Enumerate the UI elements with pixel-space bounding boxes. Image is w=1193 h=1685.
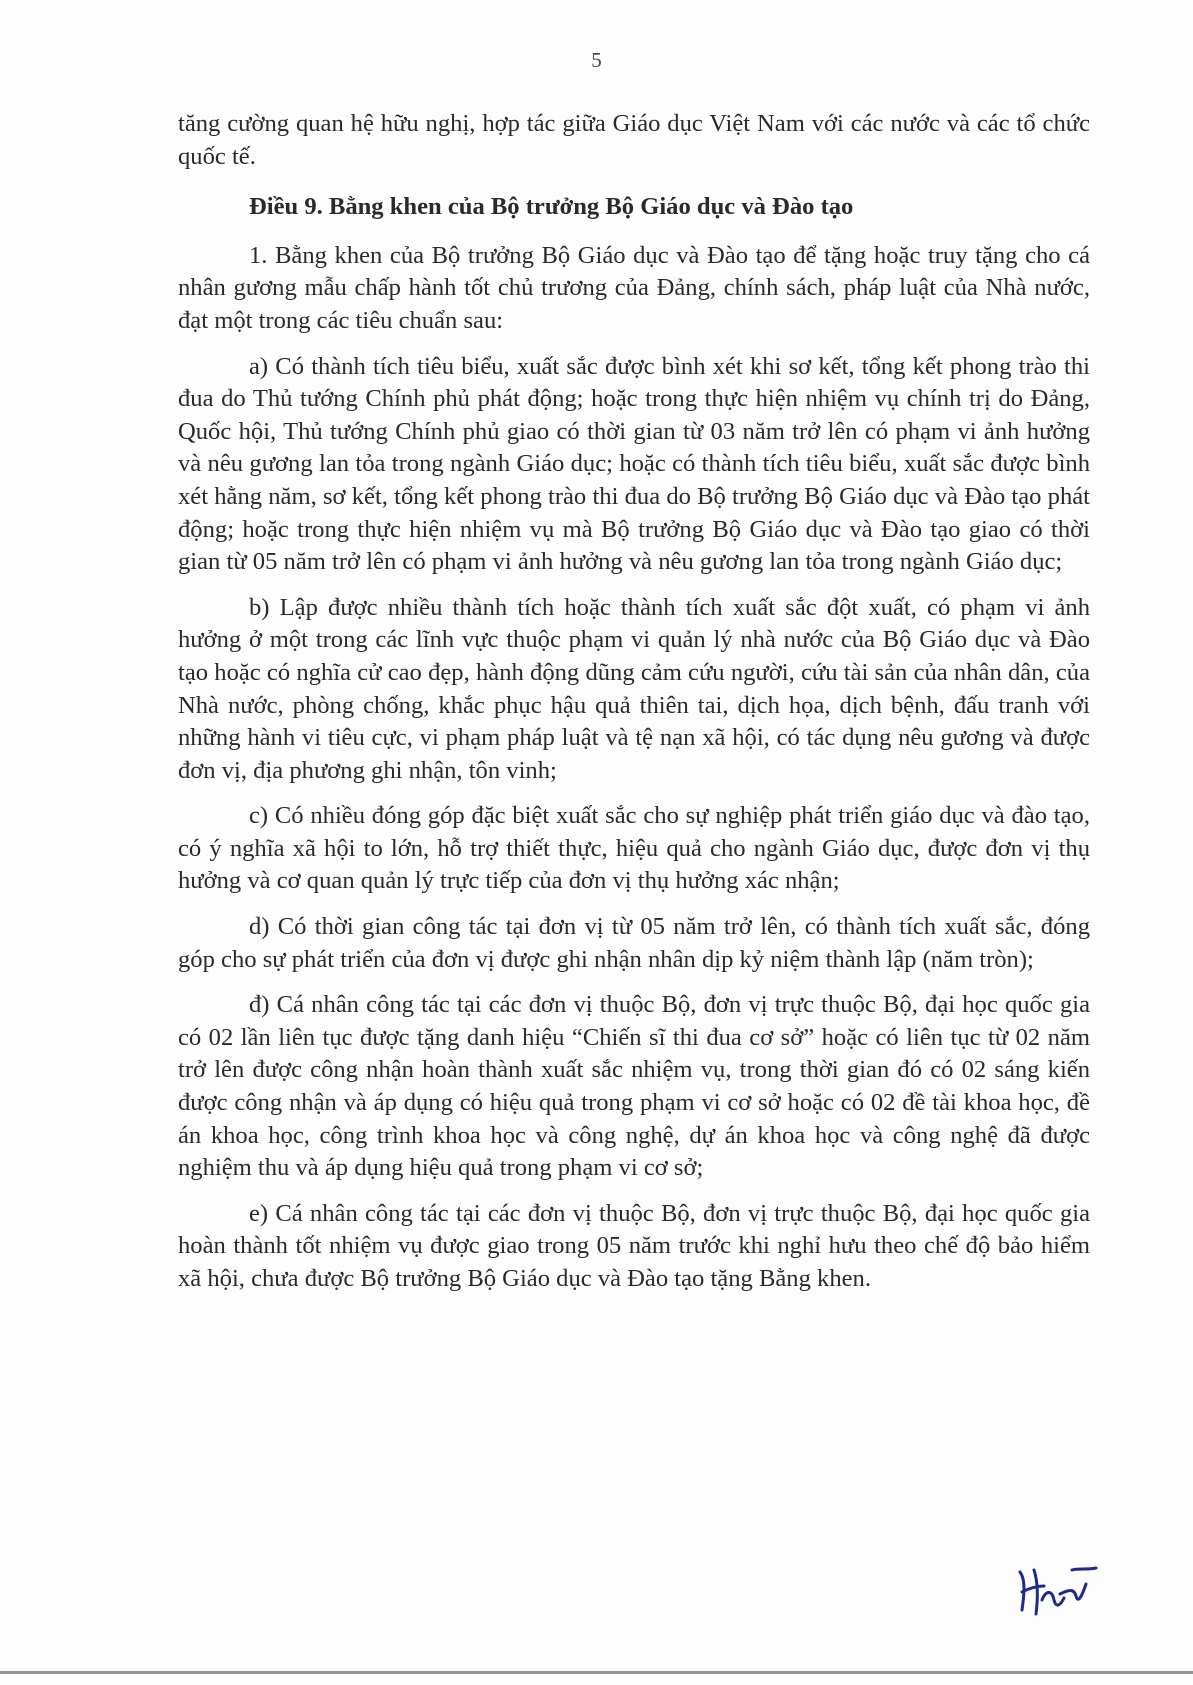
page-number: 5: [591, 48, 602, 72]
paragraph-clause-1: 1. Bằng khen của Bộ trưởng Bộ Giáo dục và Đào tạo để tặng hoặc truy tặng cho cá nhân gương mẫu chấp hành tốt chủ trương của Đảng, chính sách, pháp luật của Nhà nước, đạt một trong các tiêu chuẩn sau:: [178, 241, 1090, 334]
page-bottom-edge: [0, 1671, 1193, 1674]
paragraph-point-a: a) Có thành tích tiêu biểu, xuất sắc được bình xét khi sơ kết, tổng kết phong trào thi đua do Thủ tướng Chính phủ phát động; hoặc trong thực hiện nhiệm vụ chính trị do Đảng, Quốc hội, Thủ tướng Chính phủ giao có thời gian từ 03 năm trở lên có phạm vi ảnh hưởng và nêu gương lan tỏa trong ngành Giáo dục; hoặc có thành tích tiêu biểu, xuất sắc được bình xét hằng năm, sơ kết, tổng kết phong trào thi đua do Bộ trưởng Bộ Giáo dục và Đào tạo phát động; hoặc trong thực hiện nhiệm vụ mà Bộ trưởng Bộ Giáo dục và Đào tạo giao có thời gian từ 05 năm trở lên có phạm vi ảnh hưởng và nêu gương lan tỏa trong ngành Giáo dục;: [178, 352, 1090, 576]
paragraph-point-dd: đ) Cá nhân công tác tại các đơn vị thuộc Bộ, đơn vị trực thuộc Bộ, đại học quốc gia có 02 lần liên tục được tặng danh hiệu “Chiến sĩ thi đua cơ sở” hoặc có liên tục từ 02 năm trở lên được công nhận hoàn thành xuất sắc nhiệm vụ, trong thời gian đó có 02 sáng kiến được công nhận và áp dụng có hiệu quả trong phạm vi cơ sở hoặc có 02 đề tài khoa học, đề án khoa học, công trình khoa học và công nghệ, dự án khoa học và công nghệ đã được nghiệm thu và áp dụng hiệu quả trong phạm vi cơ sở;: [178, 991, 1090, 1182]
paragraph-point-c: c) Có nhiều đóng góp đặc biệt xuất sắc cho sự nghiệp phát triển giáo dục và đào tạo, có ý nghĩa xã hội to lớn, hỗ trợ thiết thực, hiệu quả cho ngành Giáo dục, được đơn vị thụ hưởng và cơ quan quản lý trực tiếp của đơn vị thụ hưởng xác nhận;: [178, 802, 1090, 895]
paragraph-point-b: b) Lập được nhiều thành tích hoặc thành tích xuất sắc đột xuất, có phạm vi ảnh hưởng ở một trong các lĩnh vực thuộc phạm vi quản lý nhà nước của Bộ Giáo dục và Đào tạo hoặc có nghĩa cử cao đẹp, hành động dũng cảm cứu người, cứu tài sản của nhân dân, của Nhà nước, phòng chống, khắc phục hậu quả thiên tai, dịch họa, dịch bệnh, đấu tranh với những hành vi tiêu cực, vi phạm pháp luật và tệ nạn xã hội, có tác dụng nêu gương và được đơn vị, địa phương ghi nhận, tôn vinh;: [178, 593, 1090, 784]
article-heading: Điều 9. Bằng khen của Bộ trưởng Bộ Giáo dục và Đào tạo: [249, 193, 854, 221]
paragraph-point-d: d) Có thời gian công tác tại đơn vị từ 05 năm trở lên, có thành tích xuất sắc, đóng góp cho sự phát triển của đơn vị được ghi nhận nhân dịp kỷ niệm thành lập (năm tròn);: [178, 913, 1090, 973]
handwritten-initials-signature: [1012, 1560, 1102, 1620]
paragraph-point-e: e) Cá nhân công tác tại các đơn vị thuộc Bộ, đơn vị trực thuộc Bộ, đại học quốc gia hoàn thành tốt nhiệm vụ được giao trong 05 năm trước khi nghỉ hưu theo chế độ bảo hiểm xã hội, chưa được Bộ trưởng Bộ Giáo dục và Đào tạo tặng Bằng khen.: [178, 1199, 1090, 1292]
document-body: [178, 108, 1090, 1309]
intro-continuation: tăng cường quan hệ hữu nghị, hợp tác giữa Giáo dục Việt Nam với các nước và các tổ chức quốc tế.: [178, 110, 1090, 170]
